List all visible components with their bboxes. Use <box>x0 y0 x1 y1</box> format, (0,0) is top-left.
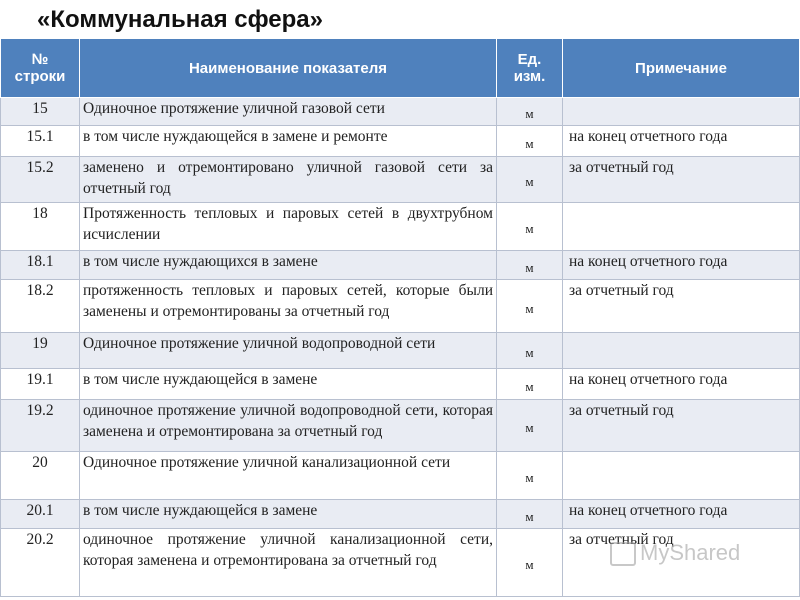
table-header-row <box>1 39 800 98</box>
unit-cell: м <box>497 126 563 157</box>
table-row <box>1 369 800 400</box>
table-row <box>1 280 800 333</box>
row-number: 15.1 <box>1 126 80 157</box>
indicator-name: Одиночное протяжение уличной водопроводной сети <box>80 333 497 369</box>
indicators-table <box>0 38 800 597</box>
watermark <box>610 540 740 566</box>
unit-cell: м <box>497 98 563 126</box>
watermark-text: MyShared <box>640 540 741 565</box>
indicator-name: Одиночное протяжение уличной газовой сети <box>80 98 497 126</box>
row-number: 19.1 <box>1 369 80 400</box>
indicator-name: протяженность тепловых и паровых сетей, которые были заменены и отремонтированы за отчетный год <box>80 280 497 333</box>
unit-cell: м <box>497 157 563 203</box>
note-cell: за отчетный год <box>563 157 800 203</box>
indicator-name: заменено и отремонтировано уличной газовой сети за отчетный год <box>80 157 497 203</box>
indicator-name: одиночное протяжение уличной канализационной сети, которая заменена и отремонтирована за отчетный год <box>80 529 497 597</box>
header-unit: Ед. изм. <box>497 39 563 98</box>
note-cell: на конец отчетного года <box>563 126 800 157</box>
indicator-name: одиночное протяжение уличной водопроводной сети, которая заменена и отремонтирована за отчетный год <box>80 400 497 452</box>
row-number: 15.2 <box>1 157 80 203</box>
note-cell: за отчетный год <box>563 280 800 333</box>
unit-cell: м <box>497 203 563 251</box>
indicator-name: в том числе нуждающейся в замене <box>80 369 497 400</box>
indicator-name: в том числе нуждающейся в замене <box>80 500 497 529</box>
table-row <box>1 333 800 369</box>
indicator-name: в том числе нуждающихся в замене <box>80 251 497 280</box>
indicator-name: в том числе нуждающейся в замене и ремонте <box>80 126 497 157</box>
row-number: 20 <box>1 452 80 500</box>
table-row <box>1 98 800 126</box>
row-number: 18.2 <box>1 280 80 333</box>
row-number: 20.1 <box>1 500 80 529</box>
unit-cell: м <box>497 500 563 529</box>
note-cell <box>563 452 800 500</box>
header-row-number: № строки <box>1 39 80 98</box>
header-indicator-name: Наименование показателя <box>80 39 497 98</box>
table-row <box>1 126 800 157</box>
header-note: Примечание <box>563 39 800 98</box>
page-title: «Коммунальная сфера» <box>37 6 323 33</box>
unit-cell: м <box>497 251 563 280</box>
table-row <box>1 157 800 203</box>
note-cell: на конец отчетного года <box>563 251 800 280</box>
indicator-name: Одиночное протяжение уличной канализационной сети <box>80 452 497 500</box>
table-row <box>1 203 800 251</box>
note-cell <box>563 333 800 369</box>
row-number: 15 <box>1 98 80 126</box>
note-cell <box>563 203 800 251</box>
table-row <box>1 452 800 500</box>
note-cell: на конец отчетного года <box>563 500 800 529</box>
note-cell: за отчетный год <box>563 400 800 452</box>
note-cell <box>563 98 800 126</box>
unit-cell: м <box>497 529 563 597</box>
row-number: 19 <box>1 333 80 369</box>
unit-cell: м <box>497 452 563 500</box>
indicator-name: Протяженность тепловых и паровых сетей в двухтрубном исчислении <box>80 203 497 251</box>
note-cell: на конец отчетного года <box>563 369 800 400</box>
row-number: 18.1 <box>1 251 80 280</box>
row-number: 20.2 <box>1 529 80 597</box>
table-row <box>1 400 800 452</box>
table-row <box>1 251 800 280</box>
unit-cell: м <box>497 369 563 400</box>
row-number: 18 <box>1 203 80 251</box>
cart-icon <box>610 542 636 566</box>
note-cell: за отчетный год <box>563 529 800 597</box>
row-number: 19.2 <box>1 400 80 452</box>
unit-cell: м <box>497 400 563 452</box>
unit-cell: м <box>497 333 563 369</box>
unit-cell: м <box>497 280 563 333</box>
table-row <box>1 500 800 529</box>
